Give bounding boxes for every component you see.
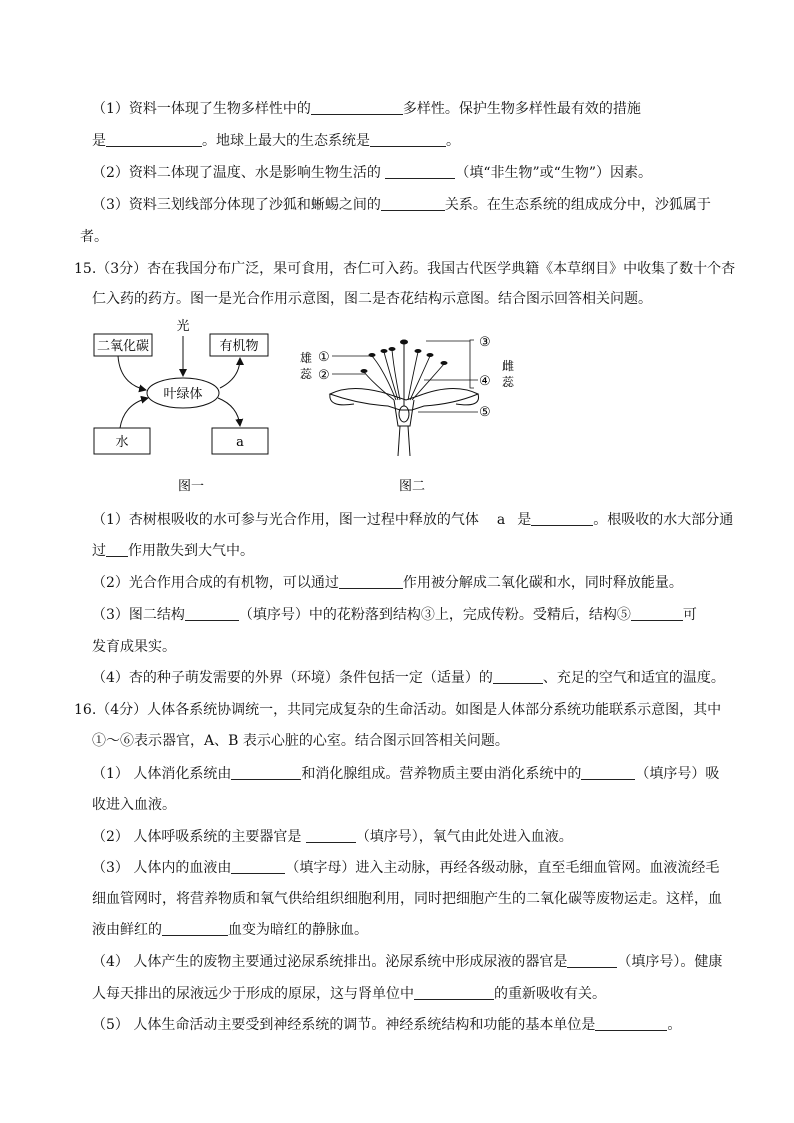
q15-part1-line2 [92, 541, 254, 561]
q14-part1-line2 [92, 131, 460, 151]
q16-text: （5） 人体生命活动主要受到神经系统的调节。神经系统结构和功能的基本单位是 [92, 1017, 596, 1033]
stamen-label-top: 雄 [300, 351, 313, 365]
water-arrow [120, 398, 148, 428]
pistil-label-top: 雌 [502, 359, 515, 373]
answer-blank[interactable] [414, 984, 494, 1000]
q16-text: 。 [667, 1017, 682, 1033]
stamen-label-bottom: 蕊 [300, 367, 313, 381]
label-1: ① [318, 350, 330, 365]
q15-text: 作用被分解成二氧化碳和水，同时释放能量。 [402, 575, 683, 591]
q15-text: 、充足的空气和适宜的温度。 [542, 670, 725, 686]
q16-text: 和消化腺组成。营养物质主要由消化系统中的 [301, 766, 582, 782]
q16-text: （填序号）。健康 [617, 954, 723, 970]
q15-stem: 仁入药的药方。图一是光合作用示意图，图二是杏花结构示意图。结合图示回答相关问题。 [92, 291, 652, 307]
light-label: 光 [176, 319, 190, 334]
q16-part4-line2 [92, 984, 606, 1004]
q16-part3-line2 [92, 889, 722, 909]
q15-text: 是 [517, 512, 532, 528]
q16-stem: ①～⑥表示器官，A、B 表示心脏的心室。结合图示回答相关问题。 [92, 733, 509, 749]
q16-part2 [92, 827, 573, 847]
q16-text: 液由鲜红的 [92, 922, 162, 938]
ovary [399, 406, 409, 422]
q14-text: （填“非生物”或“生物”）因素。 [455, 165, 652, 181]
q16-text: （填字母）进入主动脉，再经各级动脉，直至毛细血管网。血液流经毛 [285, 860, 720, 876]
q15-text: a [496, 512, 506, 528]
q15-text: （填序号）中的花粉落到结构③上，完成传粉。受精后，结构⑤ [238, 607, 631, 623]
q15-part3-line1 [92, 605, 697, 625]
q16-part3-line3 [92, 920, 368, 940]
q15-text: 可 [682, 607, 697, 623]
answer-blank[interactable] [339, 573, 403, 589]
q15-stem-line2 [92, 289, 652, 309]
answer-blank[interactable] [106, 131, 202, 147]
q16-text: （1） 人体消化系统由 [92, 766, 232, 782]
q14-text: （1）资料一体现了生物多样性中的 [92, 101, 311, 117]
label-4: ④ [479, 374, 491, 389]
q15-text: （1）杏树根吸收的水可参与光合作用，图一过程中释放的气体 [92, 512, 479, 528]
answer-blank[interactable] [311, 99, 403, 115]
answer-blank[interactable] [231, 858, 285, 874]
q16-text: （填序号）吸 [635, 766, 720, 782]
answer-blank[interactable] [493, 668, 543, 684]
q14-text: 关系。在生态系统的组成成分中，沙狐属于 [444, 197, 711, 213]
q16-text: （2） 人体呼吸系统的主要器官是 [92, 829, 306, 845]
q16-part3-line1 [92, 858, 719, 878]
answer-blank[interactable] [581, 764, 635, 780]
q15-part4 [92, 668, 725, 688]
figure2-caption: 图二 [398, 479, 426, 494]
q15-stem: 15.（3分）杏在我国分布广泛，果可食用，杏仁可入药。我国古代医学典籍《本草纲目》中收集了数十个杏 [74, 261, 736, 277]
answer-blank[interactable] [306, 827, 356, 843]
answer-blank[interactable] [106, 541, 128, 557]
q16-text: 的重新吸收有关。 [494, 986, 606, 1002]
organic-arrow [220, 358, 240, 388]
q14-text: 者。 [80, 229, 108, 245]
q16-stem-line1 [74, 700, 721, 720]
organic-label: 有机物 [219, 339, 259, 354]
q16-text: （填序号），氧气由此处进入血液。 [355, 829, 573, 845]
q16-text: 细血管网时，将营养物质和氧气供给组织细胞利用，同时把细胞产生的二氧化碳等废物运走。这样，血 [92, 891, 722, 907]
figure-photosynthesis [90, 316, 280, 496]
q16-part1-line1 [92, 764, 719, 784]
answer-blank[interactable] [381, 195, 445, 211]
q15-text: （4）杏的种子萌发需要的外界（环境）条件包括一定（适量）的 [92, 670, 493, 686]
figure-apricot-flower [294, 330, 534, 496]
q16-part1-line2 [92, 795, 176, 815]
answer-blank[interactable] [231, 764, 301, 780]
q16-stem: 16.（4分）人体各系统协调统一，共同完成复杂的生命活动。如图是人体部分系统功能联系示意图，其中 [74, 702, 722, 718]
co2-label: 二氧化碳 [96, 339, 150, 354]
q14-part2 [92, 163, 652, 183]
q14-text: 。 [446, 133, 460, 149]
label-2: ② [318, 368, 330, 383]
q16-text: （3） 人体内的血液由 [92, 860, 232, 876]
answer-blank[interactable] [370, 131, 446, 147]
q16-text: （4） 人体产生的废物主要通过泌尿系统排出。泌尿系统中形成尿液的器官是 [92, 954, 568, 970]
q16-text: 收进入血液。 [92, 797, 176, 813]
q14-text: 。地球上最大的生态系统是 [202, 133, 370, 149]
co2-arrow [118, 356, 146, 390]
q15-text: 发育成果实。 [92, 639, 176, 655]
answer-blank[interactable] [162, 920, 228, 936]
q14-text: （3）资料三划线部分体现了沙狐和蜥蜴之间的 [92, 197, 381, 213]
answer-blank[interactable] [185, 605, 239, 621]
q15-text: （2）光合作用合成的有机物，可以通过 [92, 575, 339, 591]
answer-blank[interactable] [531, 510, 593, 526]
q16-part5 [92, 1015, 681, 1035]
q15-text: 作用散失到大气中。 [128, 543, 254, 559]
answer-blank[interactable] [567, 952, 617, 968]
stigma [400, 340, 408, 345]
q14-text: 是 [92, 133, 106, 149]
answer-blank[interactable] [631, 605, 683, 621]
pistil-label-bottom: 蕊 [502, 375, 515, 389]
q16-stem-line2 [92, 731, 509, 751]
water-label: 水 [115, 435, 129, 450]
answer-blank[interactable] [595, 1015, 667, 1031]
q16-text: 血变为暗红的静脉血。 [228, 922, 368, 938]
q14-part3-line1 [92, 195, 711, 215]
a-arrow [218, 398, 240, 426]
q14-part3-line2 [80, 227, 108, 247]
q15-text: 。根吸收的水大部分通 [593, 512, 734, 528]
q14-part1-line1 [92, 99, 641, 119]
q15-text: 过 [92, 543, 106, 559]
a-label: a [236, 435, 244, 450]
chloroplast-label: 叶绿体 [163, 387, 203, 402]
q15-part2 [92, 573, 683, 593]
q15-stem-line1 [74, 259, 735, 279]
q14-text: （2）资料二体现了温度、水是影响生物生活的 [92, 165, 386, 181]
q14-text: 多样性。保护生物多样性最有效的措施 [402, 101, 641, 117]
answer-blank[interactable] [385, 163, 455, 179]
label-5: ⑤ [479, 405, 491, 420]
q16-part4-line1 [92, 952, 722, 972]
q16-text: 人每天排出的尿液远少于形成的原尿，这与肾单位中 [92, 986, 414, 1002]
figure1-caption: 图一 [177, 479, 205, 494]
q15-text: （3）图二结构 [92, 607, 185, 623]
label-3: ③ [479, 335, 491, 350]
q15-part3-line2 [92, 637, 176, 657]
q15-part1-line1 [92, 510, 733, 530]
